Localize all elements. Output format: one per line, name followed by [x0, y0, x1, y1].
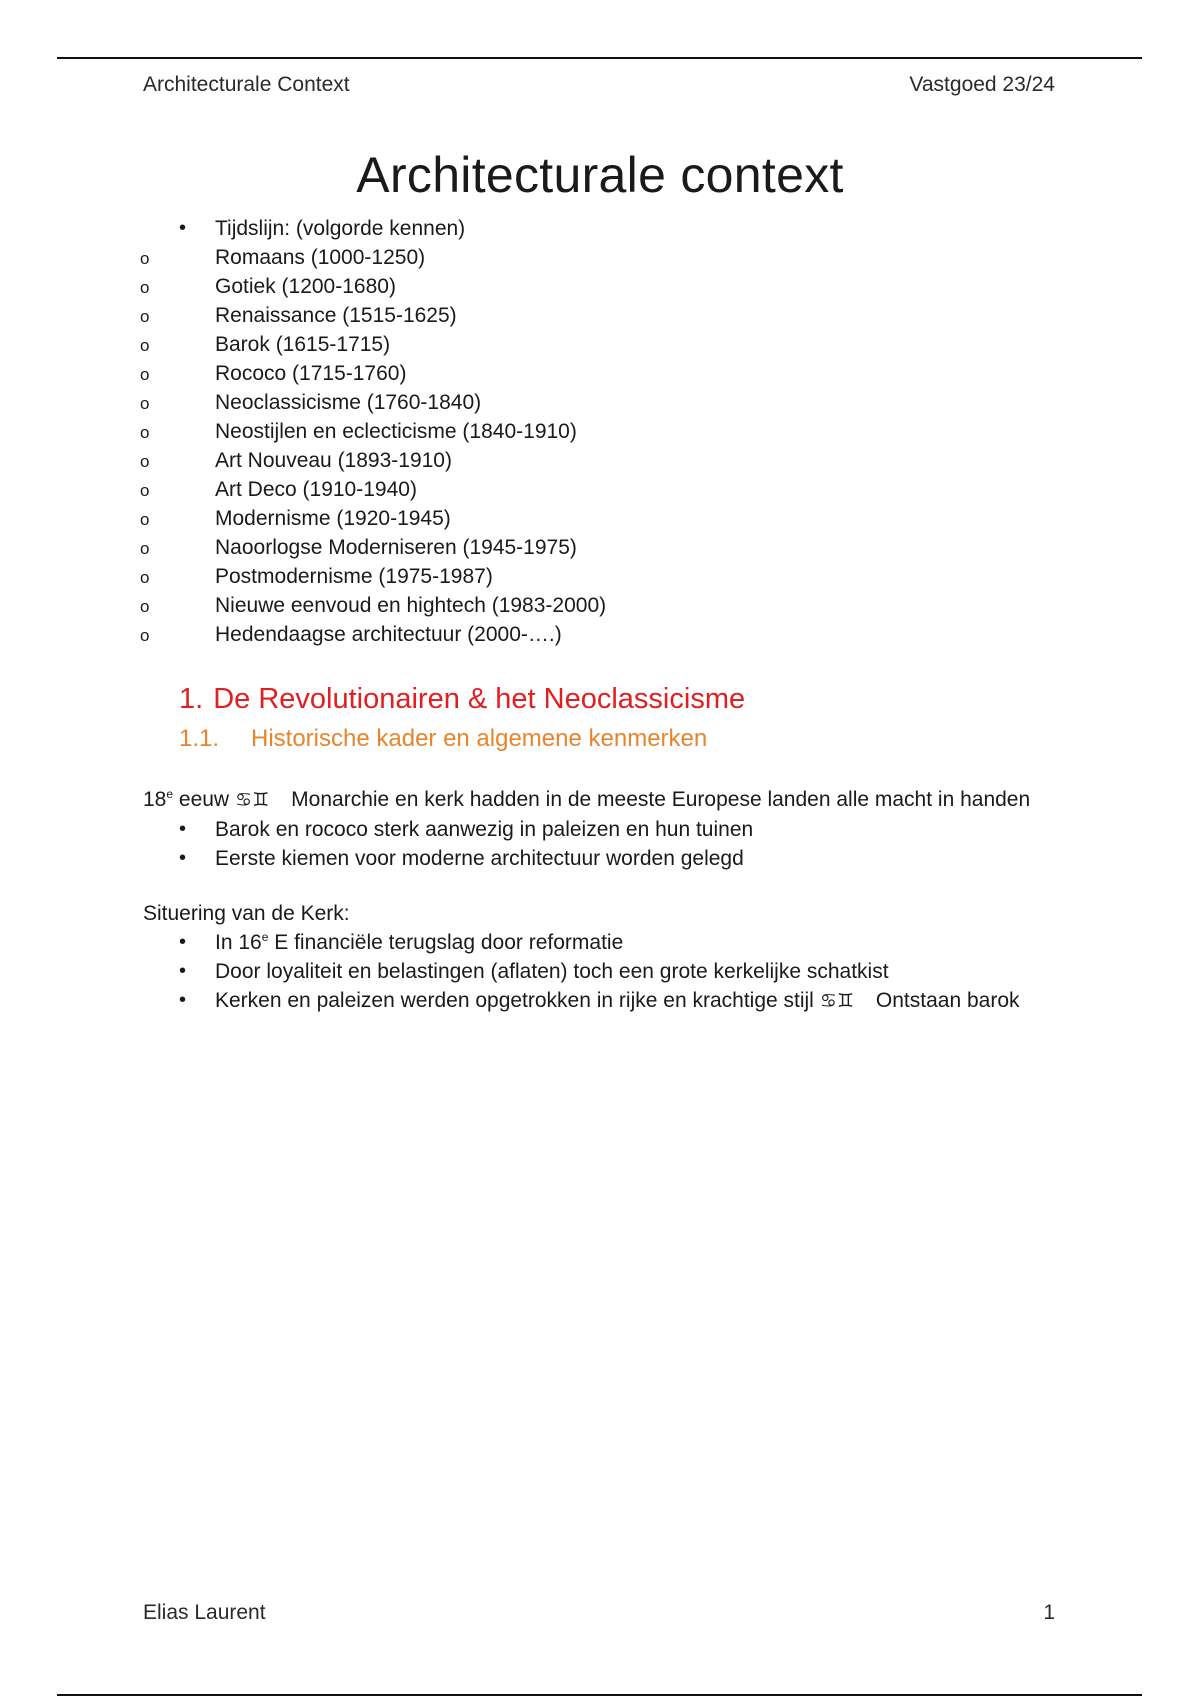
century-superscript: e: [166, 787, 174, 801]
document-title: Architecturale context: [356, 147, 844, 203]
kerk-item3-text: Kerken en paleizen werden opgetrokken in rijke en krachtige stijl: [215, 989, 814, 1012]
timeline-item: o Art Nouveau (1893-1910): [143, 446, 1043, 475]
header-rule: [57, 57, 1142, 59]
timeline-item: o Renaissance (1515-1625): [143, 301, 1043, 330]
timeline-list: [143, 214, 1043, 649]
timeline-item: o Neoclassicisme (1760-1840): [143, 388, 1043, 417]
timeline-item: o Gotiek (1200-1680): [143, 272, 1043, 301]
header-course: Vastgoed 23/24: [909, 73, 1055, 96]
footer-page-number: 1: [1043, 1601, 1055, 1624]
document-body: [143, 214, 1043, 1016]
timeline-label: Tijdslijn: (volgorde kennen): [215, 217, 466, 240]
intro-paragraph: [143, 785, 1043, 815]
section-heading-1: [179, 679, 1043, 719]
timeline-item: o Barok (1615-1715): [143, 330, 1043, 359]
timeline-item: o Naoorlogse Moderniseren (1945-1975): [143, 533, 1043, 562]
section-number: 1.: [179, 683, 204, 715]
timeline-item: o Modernisme (1920-1945): [143, 504, 1043, 533]
century-word: eeuw: [178, 788, 230, 811]
arrow-glyph-icon: ♋♊: [819, 990, 854, 1012]
subsection-title: Historische kader en algemene kenmerken: [251, 725, 708, 752]
subsection-number: 1.1.: [179, 725, 220, 752]
list-item: [143, 986, 1043, 1016]
timeline-items: [143, 243, 1043, 649]
list-item: • Door loyaliteit en belastingen (aflaten) toch een grote kerkelijke schatkist: [143, 957, 1043, 986]
list-item: [143, 928, 1043, 957]
timeline-item: o Neostijlen en eclecticisme (1840-1910): [143, 417, 1043, 446]
century-number: 18: [143, 788, 167, 811]
timeline-item: o Nieuwe eenvoud en hightech (1983-2000): [143, 591, 1043, 620]
kerk-label: Situering van de Kerk:: [143, 902, 350, 925]
subsection-heading-1-1: [179, 723, 1043, 755]
list-item: • Barok en rococo sterk aanwezig in paleizen en hun tuinen: [143, 815, 1043, 844]
list-item: • Eerste kiemen voor moderne architectuur worden gelegd: [143, 844, 1043, 873]
timeline-item: o Art Deco (1910-1940): [143, 475, 1043, 504]
timeline-item: o Rococo (1715-1760): [143, 359, 1043, 388]
kerk-item3-result: Ontstaan barok: [875, 989, 1020, 1012]
kerk-item1-superscript: e: [261, 930, 269, 944]
context-bullets: [143, 815, 1043, 873]
footer-rule: [57, 1694, 1142, 1696]
header-title: Architecturale Context: [143, 73, 350, 96]
kerk-bullets: [143, 928, 1043, 1016]
kerk-item1-rest: E financiële terugslag door reformatie: [268, 931, 624, 954]
timeline-item: o Hedendaagse architectuur (2000-….): [143, 620, 1043, 649]
footer-author: Elias Laurent: [143, 1601, 266, 1624]
timeline-bullet: [143, 214, 1043, 649]
timeline-item: o Romaans (1000-1250): [143, 243, 1043, 272]
intro-text: Monarchie en kerk hadden in de meeste Europese landen alle macht in handen: [291, 788, 1031, 811]
section-title: De Revolutionairen & het Neoclassicisme: [213, 683, 746, 715]
kerk-item1-text: In 16: [215, 931, 262, 954]
timeline-item: o Postmodernisme (1975-1987): [143, 562, 1043, 591]
arrow-glyph-icon: ♋♊: [235, 789, 270, 811]
